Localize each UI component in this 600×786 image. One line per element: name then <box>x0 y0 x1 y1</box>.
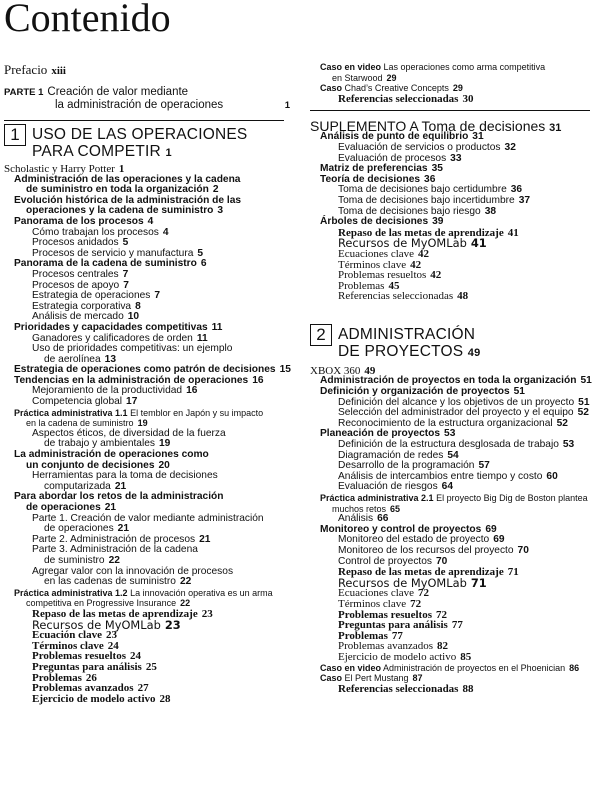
toc-entry-text: Competencia global <box>32 396 123 408</box>
toc-entry-text: Árboles de decisiones <box>320 216 429 228</box>
toc-entry-page: 21 <box>117 523 130 535</box>
toc-entry-page: 29 <box>452 83 463 94</box>
toc-entry-page: 15 <box>279 364 291 376</box>
toc-entry-page: 4 <box>162 226 169 238</box>
chapter-title-line1: USO DE LAS OPERACIONES <box>32 126 248 143</box>
toc-entry-text: Evaluación de servicios o productos <box>338 141 501 153</box>
toc-entry-text: Definición del alcance y los objetivos de un proyecto <box>338 396 575 408</box>
toc-entry-page: 25 <box>145 660 157 673</box>
toc-entry-text: Problemas <box>338 629 388 642</box>
toc-entry-page: 24 <box>130 650 141 663</box>
toc-list-chapter1 <box>4 164 294 704</box>
toc-entry-subtitle: La innovación operativa es un arma <box>127 587 273 598</box>
toc-entry-subtitle: Chad’s Creative Concepts <box>342 83 449 94</box>
toc-entry-text: Administración de proyectos en toda la organización <box>320 375 577 387</box>
toc-entry-page: 70 <box>436 555 448 567</box>
toc-entry-text: Prioridades y capacidades competitivas <box>14 321 208 333</box>
toc-entry-page: 35 <box>431 163 443 175</box>
toc-entry-text: Repaso de las metas de aprendizaje <box>338 226 504 239</box>
toc-entry-page: 32 <box>504 141 516 153</box>
chapter-page: 49 <box>467 346 481 359</box>
toc-entry-text: Ecuaciones clave <box>338 587 415 600</box>
toc-entry-subtitle: Las operaciones como arma competitiva <box>381 62 546 72</box>
right-column <box>310 62 595 694</box>
chapter-number-box: 1 <box>4 124 26 146</box>
toc-entry-page: 21 <box>104 502 117 513</box>
part-page: 1 <box>284 100 290 111</box>
toc-entry-page: 19 <box>137 418 148 429</box>
toc-entry-subtitle: El Pert Mustang <box>342 673 409 684</box>
toc-entry-text: Procesos de apoyo <box>32 279 120 291</box>
toc-entry-text: Tendencias en la administración de operaciones <box>14 374 249 386</box>
toc-entry-text: Práctica administrativa 2.1 <box>320 493 434 503</box>
toc-entry-text: en las cadenas de suministro <box>44 576 176 588</box>
toc-entry-text: Términos clave <box>338 258 407 271</box>
toc-entry-text: Preguntas para análisis <box>338 619 448 632</box>
toc-entry-page: 53 <box>562 439 575 451</box>
toc-entry-text: Problemas resueltos <box>32 650 126 663</box>
toc-entry-text: operaciones y la cadena de suministro <box>26 205 214 217</box>
toc-entry-text: Ecuaciones clave <box>338 247 415 260</box>
chapter-title <box>338 326 480 362</box>
toc-entry-page: 13 <box>104 353 116 365</box>
chapter-number-box: 2 <box>310 324 332 346</box>
toc-entry-page: 71 <box>507 566 519 579</box>
toc-entry-page: 77 <box>391 629 403 642</box>
toc-entry-text: Términos clave <box>338 597 407 610</box>
toc-entry-text: Mejoramiento de la productividad <box>32 385 183 397</box>
toc-entry-page: 7 <box>123 279 129 291</box>
toc-entry-page: 36 <box>424 173 436 185</box>
toc-entry-page: 87 <box>412 673 423 684</box>
chapter-title-line1: ADMINISTRACIÓN <box>338 325 476 343</box>
toc-entry-page: 72 <box>418 587 430 600</box>
toc-entry-text: Toma de decisiones bajo riesgo <box>338 205 481 217</box>
toc-entry-text: Desarrollo de la programación <box>338 460 475 472</box>
toc-entry-text: Repaso de las metas de aprendizaje <box>32 607 198 620</box>
toc-entry-text: Monitoreo del estado de proyecto <box>338 534 490 546</box>
toc-entry-text: Planeación de proyectos <box>320 428 441 440</box>
toc-entry-text: Problemas resueltos <box>338 269 427 282</box>
chapter-rule <box>4 120 284 121</box>
chapter-title-line2: DE PROYECTOS <box>338 342 464 360</box>
toc-entry-page: 57 <box>478 460 490 472</box>
toc-entry-page: 36 <box>510 184 523 196</box>
toc-entry-page: 22 <box>180 598 191 609</box>
toc-entry-text: Para abordar los retos de la administración <box>14 491 224 503</box>
toc-entry-text: Agregar valor con la innovación de procesos <box>32 565 234 577</box>
toc-entry-text: Procesos de servicio y manufactura <box>32 247 194 259</box>
toc-entry-page: 72 <box>436 608 447 621</box>
toc-entry-text: en la cadena de suministro <box>26 418 134 429</box>
toc-entry-page: 23 <box>164 617 181 632</box>
toc-entry-text: en Starwood <box>332 72 383 83</box>
toc-entry-page: 4 <box>147 215 154 227</box>
toc-entry-text: de operaciones <box>44 523 114 535</box>
toc-entry-text: La administración de operaciones como <box>14 449 209 461</box>
toc-entry-text: de trabajo y ambientales <box>44 438 155 450</box>
toc-entry-text: Definición de la estructura desglosada de trabajo <box>338 439 559 451</box>
toc-entry-page: 28 <box>159 692 171 705</box>
toc-entry-page: 41 <box>470 236 487 251</box>
toc-entry-subtitle: El temblor en Japón y su impacto <box>127 407 264 418</box>
toc-entry[interactable] <box>310 62 595 73</box>
toc-entry-page: 51 <box>513 386 525 398</box>
toc-entry-text: Matriz de preferencias <box>320 163 428 175</box>
toc-entry-subtitle: Administración de proyectos en el Phoenician <box>381 662 566 673</box>
toc-entry-text: Práctica administrativa 1.1 <box>14 407 128 418</box>
toc-entry-text: Parte 3. Administración de la cadena <box>32 544 198 556</box>
toc-entry-page: 86 <box>569 662 580 673</box>
toc-entry[interactable] <box>310 652 595 663</box>
toc-entry-page: 39 <box>432 216 444 228</box>
toc-entry-text: Análisis de mercado <box>32 311 124 323</box>
toc-entry-text: de suministro en toda la organización <box>26 184 209 196</box>
toc-entry-page: 2 <box>212 184 219 196</box>
toc-entry-page: 69 <box>493 534 505 546</box>
toc-entry-page: 88 <box>462 682 474 695</box>
toc-entry-page: 38 <box>484 205 497 217</box>
toc-entry[interactable] <box>4 694 294 705</box>
toc-entry-text: Problemas resueltos <box>338 608 432 621</box>
toc-entry-page: 42 <box>410 258 422 271</box>
toc-entry-text: Diagramación de redes <box>338 449 444 461</box>
toc-entry-page: 77 <box>451 619 463 632</box>
toc-entry-page: 71 <box>470 575 487 590</box>
toc-entry-page: 21 <box>199 533 211 545</box>
toc-entry-text: un conjunto de decisiones <box>26 459 155 471</box>
toc-entry-page: 49 <box>364 364 376 377</box>
toc-entry-text: Uso de prioridades competitivas: un ejemplo <box>32 343 233 355</box>
toc-entry-page: 5 <box>197 247 204 259</box>
toc-entry-page: 5 <box>122 237 129 249</box>
toc-entry-text: Selección del administrador del proyecto y el equipo <box>338 407 574 419</box>
toc-entry-page: 64 <box>441 481 454 493</box>
toc-entry-page: 48 <box>457 290 469 303</box>
toc-entry-page: 70 <box>517 544 529 556</box>
toc-entry-text: Referencias seleccionadas <box>338 290 454 303</box>
toc-entry-page: 10 <box>127 311 140 323</box>
toc-entry-page: 69 <box>485 523 497 535</box>
toc-entry-page: 23 <box>201 607 213 620</box>
toc-entry-text: Recursos de MyOMLab <box>338 236 467 251</box>
part-title-line1: Creación de valor mediante <box>47 86 189 98</box>
toc-entry-text: Teoría de decisiones <box>320 173 421 185</box>
toc-entry-page: 3 <box>217 205 224 217</box>
toc-entry-subtitle: El proyecto Big Dig de Boston plantea <box>433 493 588 503</box>
toc-entry-text: Scholastic y Harry Potter <box>4 163 115 175</box>
toc-entry[interactable] <box>310 73 595 84</box>
toc-entry-text: Problemas <box>338 279 385 292</box>
toc-entry[interactable] <box>310 94 595 105</box>
supplement-block <box>310 110 595 135</box>
toc-list-chapter2 <box>310 366 595 694</box>
toc-entry-text: Administración de las operaciones y la cadena <box>14 173 241 185</box>
toc-entry-text: Ecuación clave <box>32 629 102 642</box>
toc-entry-page: 17 <box>126 396 138 408</box>
toc-entry-text: Evolución histórica de la administración de las <box>14 194 242 206</box>
toc-entry[interactable] <box>4 397 294 408</box>
toc-entry-page: 24 <box>107 639 119 652</box>
toc-entry-page: 16 <box>252 374 264 386</box>
toc-entry[interactable] <box>310 482 595 493</box>
toc-entry-page: 20 <box>158 459 170 471</box>
toc-entry-text: Control de proyectos <box>338 555 433 567</box>
toc-entry-text: Panorama de los procesos <box>14 215 144 227</box>
part-title-line2: la administración de operaciones <box>55 99 224 111</box>
left-column <box>4 62 294 704</box>
toc-entry[interactable] <box>4 588 294 599</box>
supplement-heading[interactable] <box>310 110 595 134</box>
toc-entry-page: 7 <box>154 290 161 302</box>
toc-entry-text: Caso <box>320 673 343 684</box>
toc-entry[interactable] <box>310 493 595 504</box>
toc-entry-page: 31 <box>472 131 484 143</box>
page-title: Contenido <box>4 0 171 40</box>
toc-entry-text: Recursos de MyOMLab <box>32 617 161 632</box>
part-heading[interactable] <box>4 86 294 112</box>
supplement-title: SUPLEMENTO A Toma de decisiones <box>310 118 546 135</box>
toc-entry-page: 29 <box>386 72 397 83</box>
toc-entry[interactable] <box>4 577 294 588</box>
toc-entry-text: computarizada <box>44 480 111 492</box>
toc-entry-text: Estrategia de operaciones <box>32 290 151 302</box>
toc-entry-text: Toma de decisiones bajo certidumbre <box>338 184 507 196</box>
part-label: PARTE 1 <box>4 87 44 98</box>
toc-entry-text: Procesos anidados <box>32 237 119 249</box>
toc-entry-text: Herramientas para la toma de decisiones <box>32 470 218 482</box>
toc-entry-page: 51 <box>578 396 590 408</box>
toc-entry-page: 6 <box>200 258 207 270</box>
toc-entry-page: 7 <box>122 268 129 280</box>
toc-entry-page: 41 <box>507 226 519 239</box>
toc-entry-text: Preguntas para análisis <box>32 660 142 673</box>
toc-entry-text: Definición y organización de proyectos <box>320 386 510 398</box>
toc-entry-text: Análisis de intercambios entre tiempo y costo <box>338 470 543 482</box>
toc-entry-text: Análisis <box>338 513 374 525</box>
toc-entry[interactable] <box>310 684 595 695</box>
toc-entry-page: 45 <box>388 279 400 292</box>
toc-entry-text: de suministro <box>44 554 105 566</box>
toc-entry[interactable] <box>4 408 294 419</box>
toc-entry-text: Problemas avanzados <box>338 640 433 653</box>
toc-entry-page: 11 <box>211 321 223 333</box>
toc-entry-text: Práctica administrativa 1.2 <box>14 587 128 598</box>
toc-entry-page: 51 <box>580 375 592 387</box>
toc-entry-text: Análisis de punto de equilibrio <box>320 131 469 143</box>
toc-entry-text: Ejercicio de modelo activo <box>32 692 156 705</box>
toc-entry-text: Parte 1. Creación de valor mediante administración <box>32 512 264 524</box>
toc-entry[interactable] <box>310 291 595 302</box>
toc-entry-text: Recursos de MyOMLab <box>338 575 467 590</box>
supplement-page: 31 <box>549 122 562 135</box>
toc-entry-page: 8 <box>135 300 141 312</box>
toc-entry-text: Caso <box>320 83 343 94</box>
toc-entry-text: Repaso de las metas de aprendizaje <box>338 566 504 579</box>
toc-entry-page: 85 <box>460 650 472 663</box>
toc-entry-page: 65 <box>390 503 401 514</box>
toc-entry-text: Términos clave <box>32 639 104 652</box>
toc-entry-text: Aspectos éticos, de diversidad de la fuerza <box>32 427 226 439</box>
prefacio-label: Prefacio <box>4 62 48 77</box>
toc-entry-page: 60 <box>546 470 558 482</box>
chapter-title-line2: PARA COMPETIR <box>32 143 161 160</box>
toc-entry-text: Panorama de la cadena de suministro <box>14 258 197 270</box>
toc-entry-text: Referencias seleccionadas <box>338 682 459 695</box>
toc-entry-page: 22 <box>179 576 192 588</box>
toc-entry-text: Parte 2. Administración de procesos <box>32 533 196 545</box>
chapter-heading-1[interactable] <box>4 124 294 162</box>
toc-entry-page: 42 <box>418 247 430 260</box>
toc-entry-text: Toma de decisiones bajo incertidumbre <box>338 194 515 206</box>
toc-entry-text: Caso en video <box>320 62 382 72</box>
toc-list-supplement <box>310 132 595 302</box>
toc-entry-text: Evaluación de procesos <box>338 152 447 164</box>
toc-entry-page: 52 <box>556 417 568 429</box>
prefacio-page: xiii <box>51 65 66 77</box>
toc-entry-page: 11 <box>196 332 208 344</box>
toc-entry-text: Estrategia de operaciones como patrón de decisiones <box>14 364 276 376</box>
toc-entry-page: 53 <box>444 428 456 440</box>
toc-entry-text: de aerolínea <box>44 353 101 365</box>
toc-entry-page: 54 <box>447 449 459 461</box>
toc-entry-page: 30 <box>462 92 474 105</box>
chapter-title <box>32 126 247 162</box>
toc-entry-page: 23 <box>105 629 117 642</box>
toc-entry-text: Referencias seleccionadas <box>338 92 459 105</box>
chapter-heading-2[interactable] <box>310 324 595 364</box>
chapter-page: 1 <box>165 147 172 159</box>
toc-entry-text: Problemas avanzados <box>32 682 134 695</box>
toc-list-chapter1-continued <box>310 62 595 104</box>
toc-entry-text: Problemas <box>32 671 82 684</box>
toc-entry-text: Procesos centrales <box>32 268 119 280</box>
toc-entry-text: Evaluación de riesgos <box>338 481 438 493</box>
toc-entry-text: de operaciones <box>26 502 101 513</box>
toc-entry-page: 66 <box>377 513 389 525</box>
toc-entry-text: Monitoreo de los recursos del proyecto <box>338 544 514 556</box>
toc-entry-page: 27 <box>137 682 149 695</box>
toc-entry-text: competitiva en Progressive Insurance <box>26 598 177 609</box>
toc-entry-page: 33 <box>450 152 462 164</box>
toc-entry-page: 16 <box>186 385 198 397</box>
toc-entry-text: Ejercicio de modelo activo <box>338 650 457 663</box>
toc-entry-text: Cómo trabajan los procesos <box>32 226 159 238</box>
toc-entry-text: Reconocimiento de la estructura organizacional <box>338 417 553 429</box>
toc-entry-text: muchos retos <box>332 503 387 514</box>
toc-entry-page: 1 <box>118 163 125 175</box>
toc-entry-page: 52 <box>577 407 589 419</box>
supplement-rule <box>310 110 590 111</box>
toc-entry-page: 21 <box>114 480 127 492</box>
toc-entry-page: 72 <box>410 597 422 610</box>
toc-entry-page: 37 <box>518 194 531 206</box>
toc-entry-text: Caso en video <box>320 662 382 673</box>
toc-entry-page: 82 <box>437 640 448 653</box>
toc-entry[interactable] <box>310 663 595 674</box>
toc-entry-text: Estrategia corporativa <box>32 300 132 312</box>
toc-entry-page: 26 <box>85 671 97 684</box>
toc-entry-page: 19 <box>159 438 171 450</box>
prefacio-entry[interactable] <box>4 62 294 78</box>
toc-entry-text: Ganadores y calificadores de orden <box>32 332 193 344</box>
toc-entry-page: 22 <box>108 554 120 566</box>
toc-entry-text: XBOX 360 <box>310 364 361 377</box>
toc-entry-page: 42 <box>430 269 442 282</box>
toc-entry-text: Monitoreo y control de proyectos <box>320 523 482 535</box>
